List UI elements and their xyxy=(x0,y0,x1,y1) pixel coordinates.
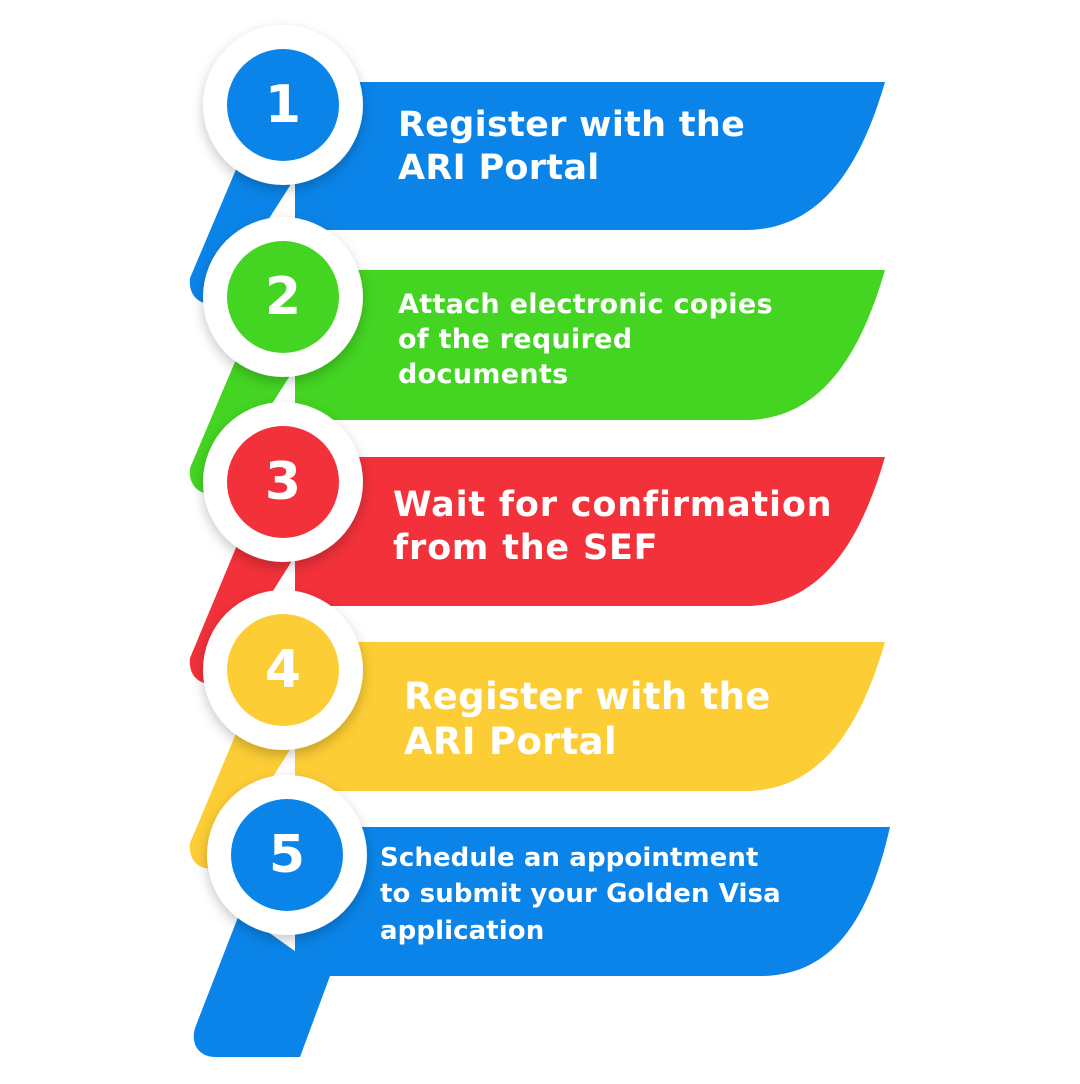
step-5-number: 5 xyxy=(268,825,306,885)
step-4-number: 4 xyxy=(264,640,302,700)
step-1-text: Register with the ARI Portal xyxy=(398,105,746,188)
step-1-number: 1 xyxy=(264,75,302,135)
step-2-number: 2 xyxy=(264,267,302,327)
step-2-text: Attach electronic copies of the required documents xyxy=(398,289,773,391)
step-5-text: Schedule an appointment to submit your Golden Visa application xyxy=(380,843,781,946)
step-4-text: Register with the ARI Portal xyxy=(404,675,771,764)
step-3-text: Wait for confirmation from the SEF xyxy=(393,485,833,568)
step-3-number: 3 xyxy=(264,452,302,512)
